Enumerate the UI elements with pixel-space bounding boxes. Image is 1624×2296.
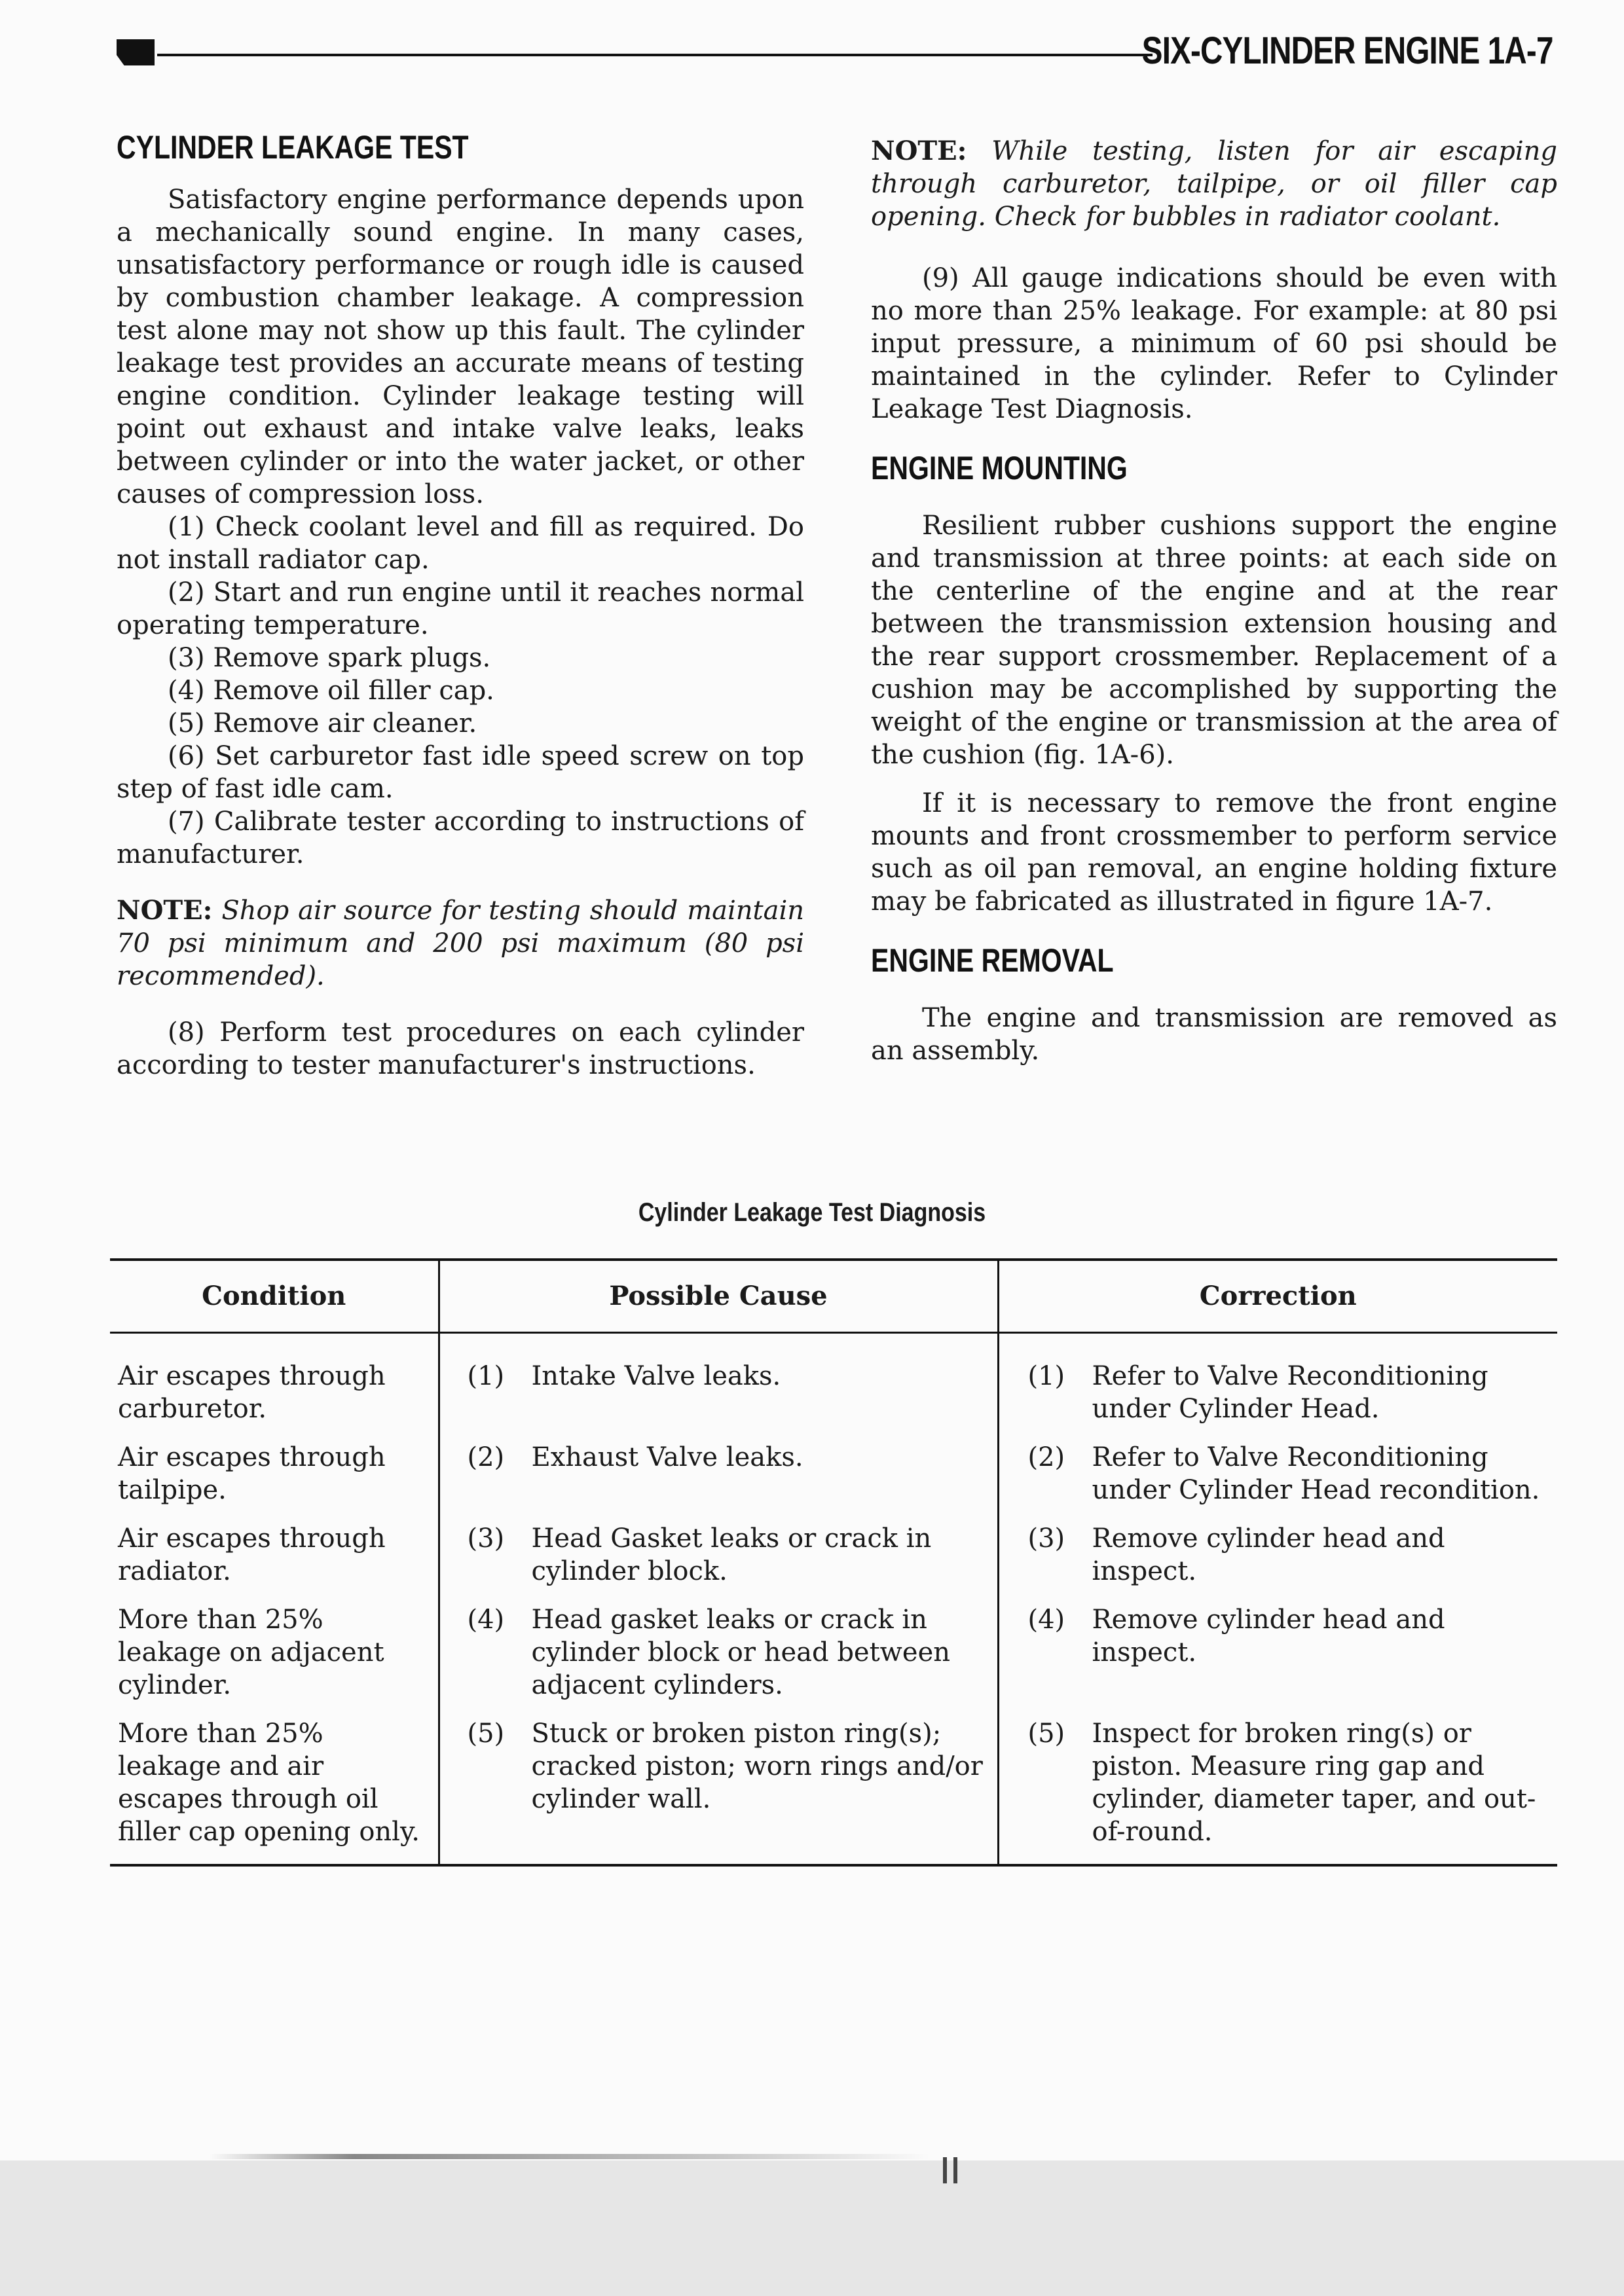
- table-row: [110, 1711, 1557, 1865]
- correction-cell: [998, 1711, 1557, 1865]
- section-heading-cylinder-leakage-test: CYLINDER LEAKAGE TEST: [117, 129, 469, 166]
- cause-cell: [439, 1434, 998, 1516]
- left-column: [117, 131, 804, 1082]
- correction-cell: [998, 1597, 1557, 1711]
- table-row: [110, 1333, 1557, 1435]
- cause-text: Exhaust Valve leaks.: [531, 1442, 803, 1472]
- procedure-step: (6) Set carburetor fast idle speed screw on top step of fast idle cam.: [117, 741, 804, 804]
- cause-cell: [439, 1597, 998, 1711]
- header-rule: [157, 54, 1153, 56]
- section-heading-engine-mounting: ENGINE MOUNTING: [871, 450, 1128, 486]
- header-corner-mark: [117, 39, 155, 65]
- mounting-paragraph: Resilient rubber cushions support the engine and transmission at three points: at each side on the centerline of the engine and at the rear between the transmission extension housing and the rear support crossmember. Replacement of a cushion may be accomplished by supporting the weight of the engine or transmission at the area of the cushion (fig. 1A-6).: [871, 511, 1557, 770]
- condition-cell: Air escapes through carburetor.: [110, 1333, 439, 1435]
- cause-text: Stuck or broken piston ring(s); cracked piston; worn rings and/or cylinder wall.: [531, 1719, 983, 1814]
- correction-number: (2): [1027, 1442, 1065, 1472]
- procedure-step: (2) Start and run engine until it reaches normal operating temperature.: [117, 577, 804, 640]
- cause-number: (1): [467, 1361, 505, 1391]
- note-label: NOTE:: [117, 895, 213, 926]
- procedure-step: (7) Calibrate tester according to instructions of manufacturer.: [117, 807, 804, 869]
- correction-text: Remove cylinder head and inspect.: [1092, 1605, 1445, 1667]
- condition-cell: More than 25% leakage on adjacent cylinder.: [110, 1597, 439, 1711]
- scan-tick-mark: [943, 2157, 947, 2183]
- cause-text: Head gasket leaks or crack in cylinder block or head between adjacent cylinders.: [531, 1605, 951, 1700]
- note-air-source: [117, 894, 804, 993]
- correction-text: Remove cylinder head and inspect.: [1092, 1523, 1445, 1586]
- cause-cell: [439, 1711, 998, 1865]
- condition-cell: Air escapes through tailpipe.: [110, 1434, 439, 1516]
- procedure-step: (8) Perform test procedures on each cylinder according to tester manufacturer's instructions.: [117, 1017, 804, 1080]
- scan-smudge: [210, 2154, 930, 2159]
- correction-number: (4): [1027, 1605, 1065, 1635]
- correction-number: (5): [1027, 1719, 1065, 1749]
- cause-number: (5): [467, 1719, 505, 1749]
- intro-paragraph: Satisfactory engine performance depends upon a mechanically sound engine. In many cases, unsatisfactory performance or rough idle is caused by combustion chamber leakage. A compression test alone may not show up this fault. The cylinder leakage test provides an accurate means of testing engine condition. Cylinder leakage testing will point out exhaust and intake valve leaks, leaks between cylinder or into the water jacket, or other causes of compression loss.: [117, 185, 804, 509]
- procedure-step: (1) Check coolant level and fill as required. Do not install radiator cap.: [117, 512, 804, 575]
- table-row: [110, 1516, 1557, 1597]
- note-listen: [871, 135, 1557, 233]
- correction-text: Refer to Valve Reconditioning under Cylinder Head.: [1092, 1361, 1488, 1424]
- scan-margin: [0, 2160, 1624, 2296]
- correction-number: (3): [1027, 1523, 1065, 1554]
- mounting-paragraph: If it is necessary to remove the front engine mounts and front crossmember to perform service such as oil pan removal, an engine holding fixture may be fabricated as illustrated in figure 1A-7.: [871, 788, 1557, 917]
- procedure-step: (9) All gauge indications should be even with no more than 25% leakage. For example: at 80 psi input pressure, a minimum of 60 psi should be maintained in the cylinder. Refer to Cylinder Leakage Test Diagnosis.: [871, 263, 1557, 424]
- page-title: SIX-CYLINDER ENGINE 1A-7: [1142, 29, 1553, 72]
- right-column: [871, 135, 1557, 1067]
- cause-cell: [439, 1516, 998, 1597]
- column-header-possible-cause: Possible Cause: [439, 1260, 998, 1333]
- correction-cell: [998, 1516, 1557, 1597]
- cause-number: (3): [467, 1523, 505, 1554]
- correction-number: (1): [1027, 1361, 1065, 1391]
- note-body: While testing, listen for air escaping through carburetor, tailpipe, or oil filler cap opening. Check for bubbles in radiator coolant.: [871, 136, 1557, 232]
- table-header-row: [110, 1260, 1557, 1333]
- column-header-correction: Correction: [998, 1260, 1557, 1333]
- cause-number: (4): [467, 1605, 505, 1635]
- correction-text: Refer to Valve Reconditioning under Cylinder Head recondition.: [1092, 1442, 1540, 1505]
- note-label: NOTE:: [871, 136, 967, 166]
- diagnosis-table: [110, 1258, 1557, 1867]
- removal-paragraph: The engine and transmission are removed as an assembly.: [871, 1003, 1557, 1066]
- condition-cell: More than 25% leakage and air escapes through oil filler cap opening only.: [110, 1711, 439, 1865]
- column-header-condition: Condition: [110, 1260, 439, 1333]
- scan-tick-mark: [953, 2157, 957, 2183]
- cause-number: (2): [467, 1442, 505, 1472]
- section-heading-engine-removal: ENGINE REMOVAL: [871, 942, 1114, 979]
- note-body: Shop air source for testing should maintain 70 psi minimum and 200 psi maximum (80 psi recommended).: [117, 896, 804, 991]
- cause-text: Intake Valve leaks.: [531, 1361, 781, 1391]
- table-title: Cylinder Leakage Test Diagnosis: [638, 1198, 986, 1227]
- cause-text: Head Gasket leaks or crack in cylinder block.: [531, 1523, 932, 1586]
- procedure-step: (3) Remove spark plugs.: [168, 643, 491, 673]
- correction-cell: [998, 1333, 1557, 1435]
- procedure-step: (5) Remove air cleaner.: [168, 708, 477, 738]
- cause-cell: [439, 1333, 998, 1435]
- condition-cell: Air escapes through radiator.: [110, 1516, 439, 1597]
- table-row: [110, 1434, 1557, 1516]
- correction-text: Inspect for broken ring(s) or piston. Measure ring gap and cylinder, diameter taper, and out-of-round.: [1092, 1719, 1536, 1847]
- procedure-step: (4) Remove oil filler cap.: [168, 676, 494, 706]
- table-row: [110, 1597, 1557, 1711]
- correction-cell: [998, 1434, 1557, 1516]
